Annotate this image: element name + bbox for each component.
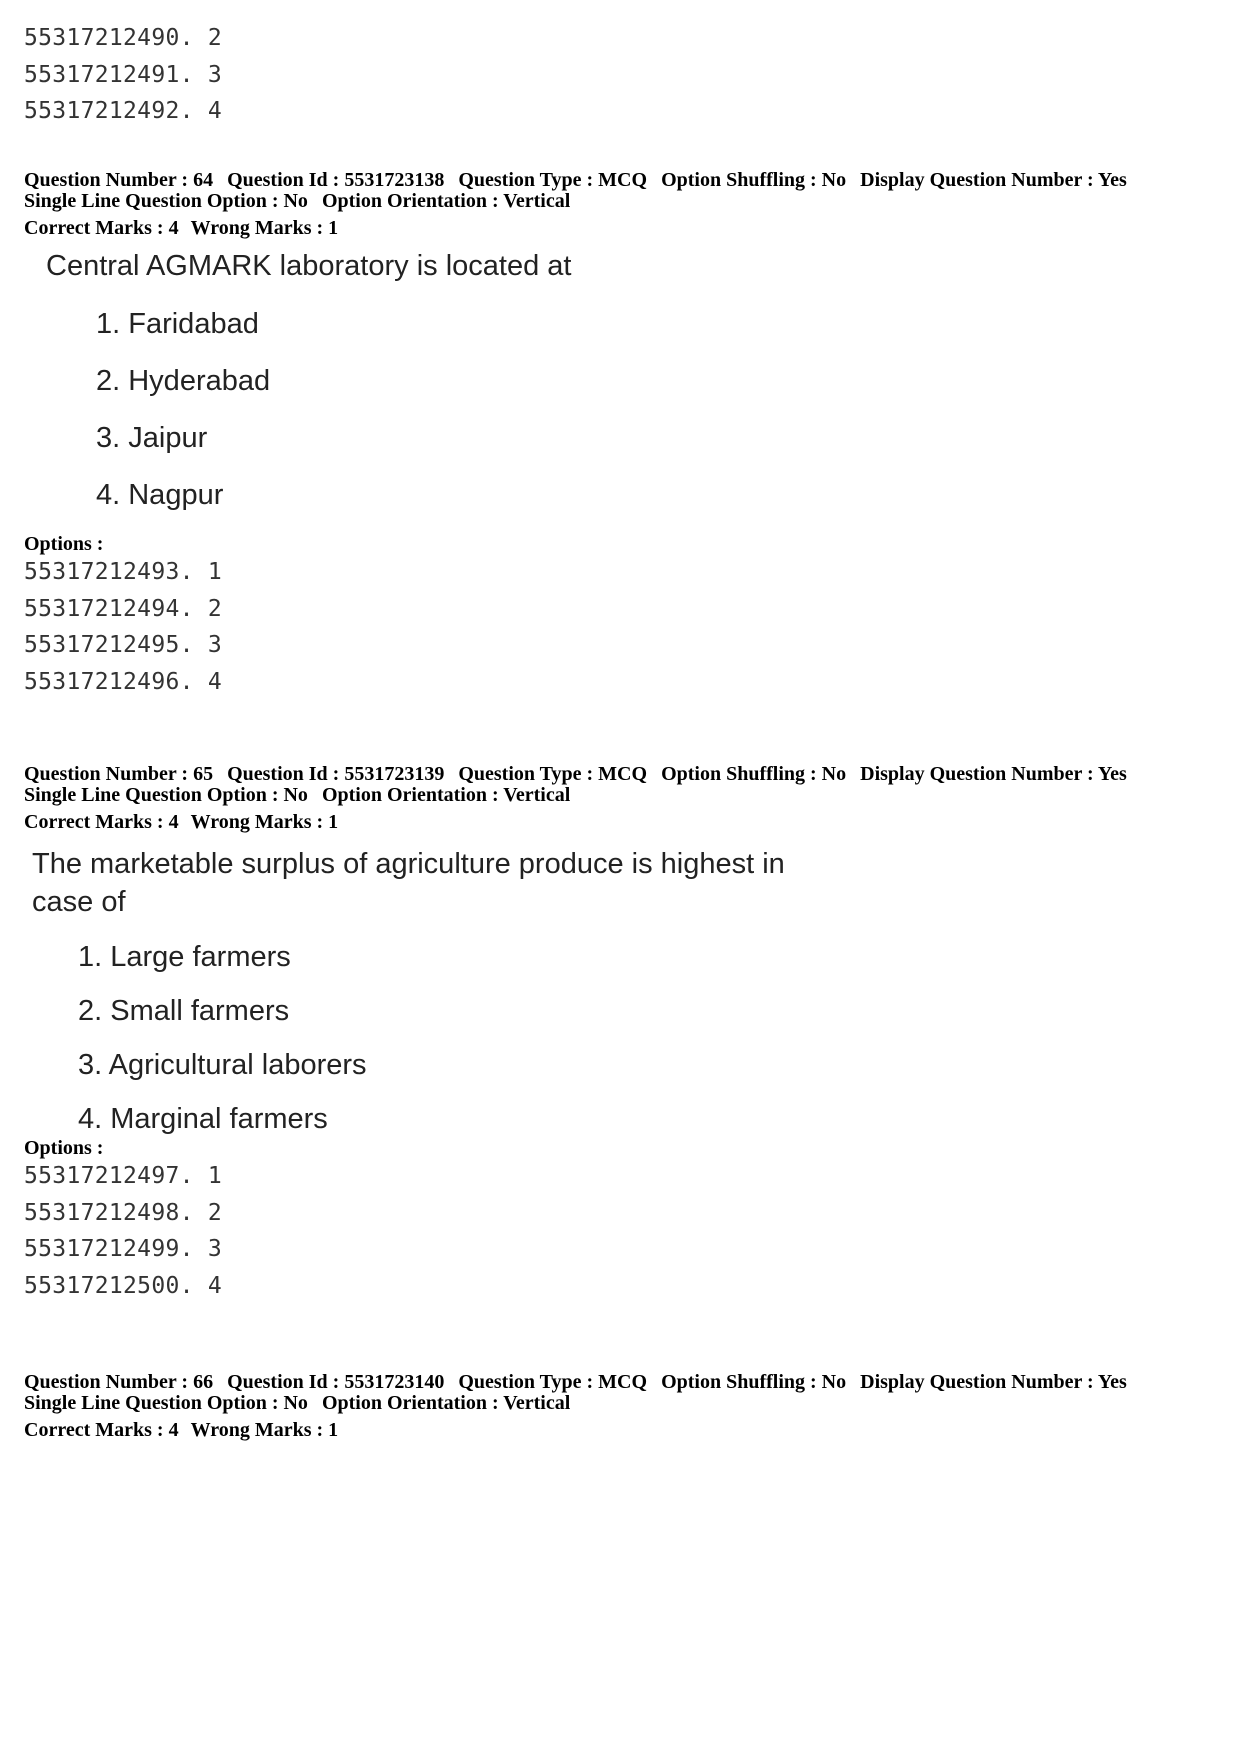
- option-orientation: Option Orientation : Vertical: [321, 190, 571, 212]
- correct-marks: Correct Marks : 4: [24, 217, 179, 239]
- question-65: [24, 764, 1214, 1304]
- marks-line: [24, 1418, 1214, 1442]
- marks-line: [24, 216, 1214, 240]
- question-image: [24, 240, 1214, 530]
- option-orientation: Option Orientation : Vertical: [321, 1392, 571, 1414]
- question-number: Question Number : 66: [24, 1371, 214, 1393]
- question-image: [24, 834, 1214, 1134]
- question-66: [24, 1372, 1214, 1442]
- question-meta-line2: [24, 785, 1214, 806]
- marks-line: [24, 810, 1214, 834]
- question-id: Question Id : 5531723140: [227, 1371, 445, 1393]
- question-number: Question Number : 64: [24, 169, 214, 191]
- option-line: 55317212490. 2: [24, 25, 223, 51]
- display-question-number: Display Question Number : Yes: [860, 763, 1127, 785]
- option-line: 55317212495. 3: [24, 632, 223, 658]
- question-meta: [24, 764, 1214, 785]
- question-number: Question Number : 65: [24, 763, 214, 785]
- question-stem: The marketable surplus of agriculture produce is highest in: [32, 848, 785, 880]
- single-line-option: Single Line Question Option : No: [24, 1392, 308, 1414]
- choice-item: 4. Nagpur: [96, 479, 224, 511]
- question-64: [24, 170, 1214, 700]
- question-type: Question Type : MCQ: [458, 763, 648, 785]
- option-line: 55317212493. 1: [24, 559, 223, 585]
- display-question-number: Display Question Number : Yes: [860, 169, 1127, 191]
- option-line: 55317212498. 2: [24, 1199, 223, 1226]
- choice-item: 4. Marginal farmers: [78, 1103, 328, 1135]
- question-meta-line2: [24, 191, 1214, 212]
- choice-item: 1. Faridabad: [96, 308, 259, 340]
- previous-question-options: [24, 20, 1214, 130]
- options-label: Options :: [24, 1137, 104, 1159]
- wrong-marks: Wrong Marks : 1: [190, 811, 339, 833]
- choice-item: 2. Small farmers: [78, 995, 290, 1027]
- option-line: 55317212491. 3: [24, 61, 223, 88]
- option-shuffling: Option Shuffling : No: [661, 1371, 847, 1393]
- question-id: Question Id : 5531723138: [227, 169, 445, 191]
- correct-marks: Correct Marks : 4: [24, 811, 179, 833]
- question-type: Question Type : MCQ: [458, 169, 648, 191]
- question-meta-line2: [24, 1393, 1214, 1414]
- option-line: 55317212492. 4: [24, 98, 223, 124]
- choice-item: 1. Large farmers: [78, 941, 291, 973]
- question-stem-line2: case of: [32, 886, 126, 918]
- question-meta: [24, 170, 1214, 191]
- option-line: 55317212496. 4: [24, 668, 223, 695]
- option-line: 55317212499. 3: [24, 1236, 223, 1262]
- display-question-number: Display Question Number : Yes: [860, 1371, 1127, 1393]
- question-stem: Central AGMARK laboratory is located at: [46, 250, 572, 282]
- option-orientation: Option Orientation : Vertical: [321, 784, 571, 806]
- option-line: 55317212500. 4: [24, 1272, 223, 1299]
- option-line: 55317212494. 2: [24, 595, 223, 622]
- options-label: Options :: [24, 533, 104, 555]
- single-line-option: Single Line Question Option : No: [24, 190, 308, 212]
- option-shuffling: Option Shuffling : No: [661, 763, 847, 785]
- wrong-marks: Wrong Marks : 1: [190, 217, 339, 239]
- choice-item: 3. Jaipur: [96, 422, 208, 454]
- single-line-option: Single Line Question Option : No: [24, 784, 308, 806]
- question-meta: [24, 1372, 1214, 1393]
- wrong-marks: Wrong Marks : 1: [190, 1419, 339, 1441]
- choice-item: 2. Hyderabad: [96, 365, 271, 397]
- choice-item: 3. Agricultural laborers: [78, 1049, 367, 1081]
- option-line: 55317212497. 1: [24, 1163, 223, 1189]
- option-shuffling: Option Shuffling : No: [661, 169, 847, 191]
- question-id: Question Id : 5531723139: [227, 763, 445, 785]
- question-type: Question Type : MCQ: [458, 1371, 648, 1393]
- correct-marks: Correct Marks : 4: [24, 1419, 179, 1441]
